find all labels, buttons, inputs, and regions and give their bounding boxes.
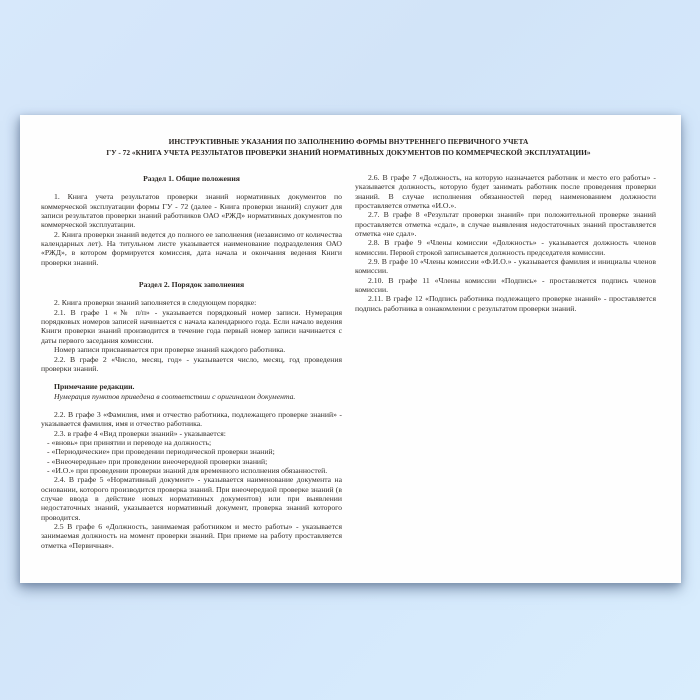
section-heading: Раздел 2. Порядок заполнения [138,280,245,290]
paragraph: 2.7. В графе 8 «Результат проверки знаний» при положительной проверке знаний проставляется отметка «сдал», в случае выявления недостаточных знаний проставляется отметка «не сдал». [355,210,656,239]
paragraph: 2.9. В графе 10 «Члены комиссии «Ф.И.О.» - указывается фамилия и инициалы членов комиссии. [355,257,656,276]
list-line: - «Внеочередные» при проведении внеочередной проверки знаний; [47,456,268,466]
document-title [41,136,656,158]
paragraph: Номер записи присваивается при проверке знаний каждого работника. [54,345,286,355]
paragraph: 2.3. в графе 4 «Вид проверки знаний» - указывается: [54,428,226,438]
list-line: - «Периодические» при проведении периодической проверки знаний; [47,447,275,457]
paragraph: 2. Книга проверки знаний заполняется в следующем порядке: [54,298,257,308]
paragraph: 2.2. В графе 3 «Фамилия, имя и отчество работника, подлежащего проверке знаний» - указывается фамилия, имя и отчество работника. [41,409,342,429]
list-line: - «И.О.» при проведении проверки знаний для временного исполнения обязанностей. [47,465,328,475]
paragraph: 2.10. В графе 11 «Члены комиссии «Подпись» - проставляется подпись членов комиссии. [355,275,656,295]
paragraph: 2.4. В графе 5 «Нормативный документ» - указывается наименование документа на основании, которого производится проверка знаний. При внеочередной проверке знаний (в случае ввода в действие новых нормативных документов) или при выявлении недостаточных знаний, указывается нормативный документ, проверка знаний которого проводится. [41,475,342,522]
paragraph: 2.6. В графе 7 «Должность, на которую назначается работник и место его работы» - указывается должность, которую будет занимать работник после проведения проверки знаний. В случае исполнения обязанностей перед наименованием должности проставляется отметка «И.О.». [355,173,656,211]
right-column [355,173,656,550]
left-column [41,173,342,550]
paragraph: 2.8. В графе 9 «Члены комиссии «Должность» - указывается должность членов комиссии. Первой строкой записывается должность председателя комиссии. [355,238,656,257]
paragraph: 2.11. В графе 12 «Подпись работника подлежащего проверке знаний» - проставляется подпись работника в ознакомлении с результатом проверки знаний. [355,294,656,313]
paragraph: 2.1. В графе 1 «№ п/п» - указывается порядковый номер записи. Нумерация порядковых номеров записей начинается с начала календарного года. Если начало ведения Книги проверки знаний производится в течение года первый номер записи начинается с даты первого заседания комиссии. [41,307,342,345]
paragraph: 1. Книга учета результатов проверки знаний нормативных документов по коммерческой эксплуатации формы ГУ - 72 (далее - Книга проверки знаний) служит для записи результатов проверки знаний работников ОАО «РЖД» нормативных документов по коммерческой эксплуатации. [41,192,342,230]
list-line: - «вновь» при принятии и переводе на должность; [47,437,212,447]
paragraph: 2.5 В графе 6 «Должность, занимаемая работником и место работы» - указывается занимаемая должность на момент проверки знаний. При приеме на работу проставляется отметка «Первичная». [41,522,342,550]
paragraph: 2. Книга проверки знаний ведется до полного ее заполнения (независимо от количества календарных лет). На титульном листе указывается наименование подразделения ОАО «РЖД», в котором формируется комиссия, дата начала и окончания ведения Книги проверки знаний. [41,229,342,267]
note-text: Нумерация пунктов приведена в соответствии с оригиналом документа. [54,391,296,401]
note-title: Примечание редакции. [54,382,135,392]
document-page [20,115,681,583]
document-title-line-2: ГУ - 72 «КНИГА УЧЕТА РЕЗУЛЬТАТОВ ПРОВЕРКИ ЗНАНИЙ НОРМАТИВНЫХ ДОКУМЕНТОВ ПО КОММЕРЧЕСКОЙ ЭКСПЛУАТАЦИИ» [106,148,591,157]
paragraph: 2.2. В графе 2 «Число, месяц, год» - указывается число, месяц, год проведения проверки знаний. [41,354,342,373]
document-title-line-1: ИНСТРУКТИВНЫЕ УКАЗАНИЯ ПО ЗАПОЛНЕНИЮ ФОРМЫ ВНУТРЕННЕГО ПЕРВИЧНОГО УЧЕТА [168,137,529,146]
section-heading: Раздел 1. Общие положения [143,174,240,183]
two-column-text-area [41,173,656,550]
